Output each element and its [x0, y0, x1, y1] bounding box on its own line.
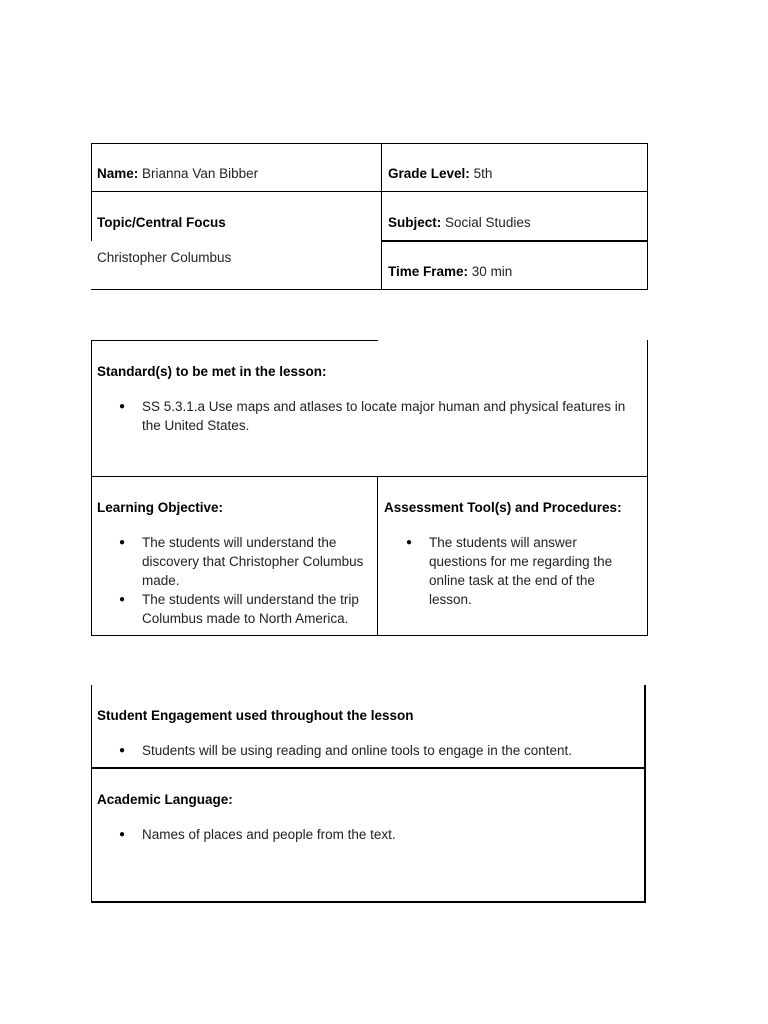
list-item: ● SS 5.3.1.a Use maps and atlases to locate major human and physical features in the United States.: [97, 397, 642, 435]
name-label: Name:: [97, 166, 139, 181]
assessment-heading: Assessment Tool(s) and Procedures:: [384, 500, 622, 515]
topic-cell: [97, 214, 226, 232]
name-value: Brianna Van Bibber: [142, 166, 259, 181]
list-item: ● The students will answer questions for me regarding the online task at the end of the lesson.: [384, 533, 629, 609]
student-engagement-list: [97, 741, 642, 760]
learning-objective-heading: Learning Objective:: [97, 500, 224, 515]
assessment-list: [384, 533, 629, 609]
list-item: ● The students will understand the discovery that Christopher Columbus made.: [97, 533, 375, 590]
grade-level-cell: [388, 165, 492, 183]
subject-label: Subject:: [388, 215, 442, 230]
list-item: ● Students will be using reading and online tools to engage in the content.: [97, 741, 642, 760]
subject-cell: [388, 214, 531, 232]
learning-objective-list: [97, 533, 375, 628]
standards-heading: Standard(s) to be met in the lesson:: [97, 364, 327, 379]
standards-list: [97, 397, 642, 435]
student-engagement-heading: Student Engagement used throughout the lesson: [97, 708, 414, 723]
academic-language-list: [97, 825, 642, 844]
name-cell: [97, 165, 258, 183]
time-frame-value: 30 min: [471, 264, 513, 279]
topic-value: Christopher Columbus: [97, 250, 232, 265]
academic-language-heading: Academic Language:: [97, 792, 233, 807]
list-item: ● The students will understand the trip Columbus made to North America.: [97, 590, 375, 628]
list-item: ● Names of places and people from the text.: [97, 825, 642, 844]
time-frame-cell: [388, 263, 512, 281]
subject-value: Social Studies: [445, 215, 531, 230]
grade-level-value: 5th: [473, 166, 493, 181]
time-frame-label: Time Frame:: [388, 264, 469, 279]
grade-level-label: Grade Level:: [388, 166, 470, 181]
topic-label: Topic/Central Focus: [97, 215, 226, 230]
